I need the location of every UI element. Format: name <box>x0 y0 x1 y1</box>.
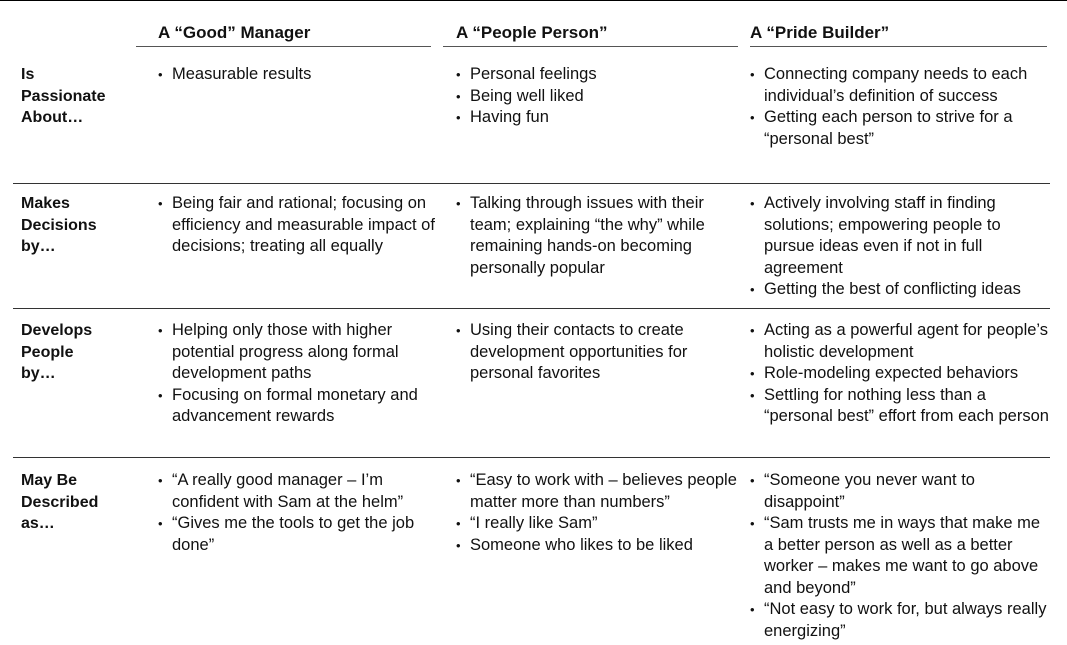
cell-decisions-good-manager <box>158 193 443 258</box>
cell-decisions-people-person <box>456 193 741 279</box>
list-item: • Focusing on formal monetary and advancement rewards <box>158 385 443 428</box>
cell-described-pride-builder <box>750 470 1050 642</box>
list-item: • Being fair and rational; focusing on efficiency and measurable impact of decisions; treating all equally <box>158 193 443 258</box>
cell-passionate-people-person <box>456 64 741 129</box>
list-item: • Having fun <box>456 107 741 129</box>
header-divider <box>443 46 738 47</box>
list-item: • “Not easy to work for, but always really energizing” <box>750 599 1050 642</box>
cell-described-people-person <box>456 470 741 556</box>
cell-develops-pride-builder <box>750 320 1050 428</box>
cell-passionate-pride-builder <box>750 64 1050 150</box>
list-item: • Helping only those with higher potential progress along formal development paths <box>158 320 443 385</box>
cell-develops-good-manager <box>158 320 443 428</box>
list-item: • Getting each person to strive for a “personal best” <box>750 107 1050 150</box>
cell-decisions-pride-builder <box>750 193 1050 301</box>
list-item: • Being well liked <box>456 86 741 108</box>
row-divider <box>13 183 1050 184</box>
list-item: • Someone who likes to be liked <box>456 535 741 557</box>
list-item: • “Gives me the tools to get the job done” <box>158 513 443 556</box>
cell-passionate-good-manager <box>158 64 443 86</box>
column-header-pride-builder: A “Pride Builder” <box>750 23 890 42</box>
list-item: • “Easy to work with – believes people matter more than numbers” <box>456 470 741 513</box>
row-label-described-as: May Be Described as… <box>21 472 99 532</box>
row-divider <box>13 308 1050 309</box>
row-label-makes-decisions: Makes Decisions by… <box>21 195 97 255</box>
list-item: • “Someone you never want to disappoint” <box>750 470 1050 513</box>
list-item: • Settling for nothing less than a “personal best” effort from each person <box>750 385 1050 428</box>
column-header-people-person: A “People Person” <box>456 23 608 42</box>
list-item: • Talking through issues with their team; explaining “the why” while remaining hands-on becoming personally popular <box>456 193 741 279</box>
list-item: • Actively involving staff in finding solutions; empowering people to pursue ideas even if not in full agreement <box>750 193 1050 279</box>
row-label-develops-people: Develops People by… <box>21 322 93 382</box>
header-divider <box>750 46 1047 47</box>
row-label-passionate-about: Is Passionate About… <box>21 66 106 126</box>
list-item: • “A really good manager – I’m confident with Sam at the helm” <box>158 470 443 513</box>
list-item: • Measurable results <box>158 64 443 86</box>
list-item: • Connecting company needs to each individual’s definition of success <box>750 64 1050 107</box>
list-item: • Acting as a powerful agent for people’s holistic development <box>750 320 1050 363</box>
list-item: • “I really like Sam” <box>456 513 741 535</box>
list-item: • Personal feelings <box>456 64 741 86</box>
cell-develops-people-person <box>456 320 741 385</box>
header-divider <box>136 46 431 47</box>
list-item: • Getting the best of conflicting ideas <box>750 279 1050 301</box>
column-header-good-manager: A “Good” Manager <box>158 23 311 42</box>
cell-described-good-manager <box>158 470 443 556</box>
row-divider <box>13 457 1050 458</box>
list-item: • “Sam trusts me in ways that make me a better person as well as a better worker – makes me want to go above and beyond” <box>750 513 1050 599</box>
list-item: • Role-modeling expected behaviors <box>750 363 1050 385</box>
list-item: • Using their contacts to create development opportunities for personal favorites <box>456 320 741 385</box>
